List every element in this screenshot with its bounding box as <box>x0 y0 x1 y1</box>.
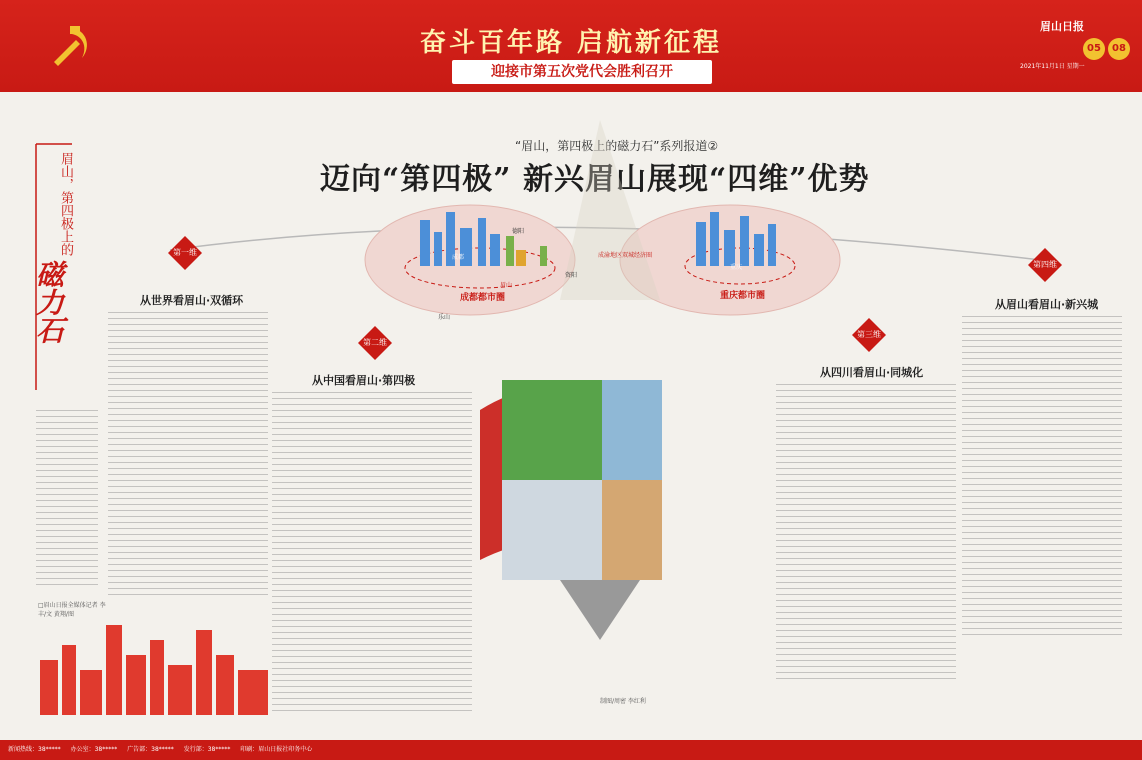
city-chengdu: 成都 <box>452 254 465 261</box>
newspaper-logo: 眉山日报 <box>1040 20 1084 33</box>
section-badge-3: 第三维 <box>852 318 886 352</box>
side-vertical-text: 眉山，第四极上的 <box>58 152 73 256</box>
city-meishan: 眉山 <box>500 282 513 289</box>
series-label: “眉山，第四极上的磁力石”系列报道② <box>515 139 719 153</box>
section-badge-2: 第二维 <box>358 326 392 360</box>
graphic-credit: 制图/周密 李红利 <box>600 698 646 705</box>
section-title-3: 从四川看眉山·同城化 <box>820 366 924 379</box>
side-big-text: 磁力石 <box>32 260 65 344</box>
article-column-2 <box>272 392 472 712</box>
article-column-4 <box>962 316 1122 636</box>
page-number-right: 08 <box>1108 38 1130 60</box>
section-title-2: 从中国看眉山·第四极 <box>312 374 416 387</box>
page-headline: 迈向“第四极” 新兴眉山展现“四维”优势 <box>320 162 870 197</box>
city-chongqing: 重庆 <box>730 264 743 271</box>
chongqing-circle-label: 重庆都市圈 <box>720 291 766 301</box>
article-column-1 <box>108 312 268 600</box>
footer-item: 新闻热线：38***** <box>8 746 61 753</box>
footer-item: 广告部：38***** <box>127 746 174 753</box>
city-leshan: 乐山 <box>438 314 451 321</box>
footer-item: 发行部：38***** <box>183 746 231 753</box>
region-label: 成渝地区双城经济圈 <box>598 252 653 259</box>
issue-date: 2021年11月1日 星期一 <box>1020 63 1085 70</box>
side-credit: □眉山日报全媒体记者 李丰/文 黄翔/图 <box>38 602 106 618</box>
section-badge-1: 第一维 <box>168 236 202 270</box>
side-column-text <box>36 410 98 590</box>
section-title-1: 从世界看眉山·双循环 <box>140 294 244 307</box>
section-title-4: 从眉山看眉山·新兴城 <box>995 298 1099 311</box>
banner-title: 奋斗百年路 启航新征程 <box>420 28 723 58</box>
footer-item: 办公室：38***** <box>70 746 118 753</box>
article-column-3 <box>776 384 956 684</box>
city-ziyang: 资阳 <box>565 272 578 279</box>
chengdu-circle-label: 成都都市圈 <box>460 293 506 303</box>
section-badge-4: 第四维 <box>1028 248 1062 282</box>
page-footer <box>0 740 1142 760</box>
footer-item: 印刷：眉山日报社印务中心 <box>240 746 313 753</box>
banner-subtitle: 迎接市第五次党代会胜利召开 <box>452 60 712 84</box>
page-number-left: 05 <box>1083 38 1105 60</box>
city-deyang: 德阳 <box>512 228 525 235</box>
